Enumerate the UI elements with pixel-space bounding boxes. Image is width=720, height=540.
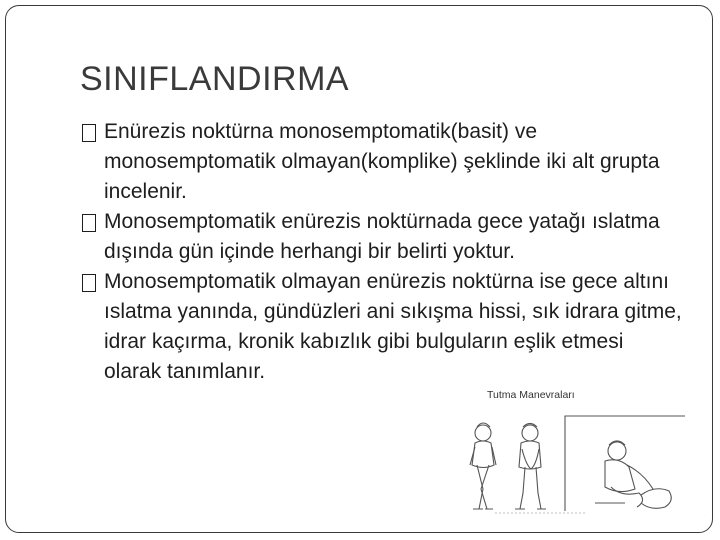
child-figure-3-icon [565,416,685,511]
child-figure-2-icon [515,424,546,510]
holding-maneuvers-figure [455,385,700,515]
bullet-item [82,267,682,387]
bullet-item [82,207,682,267]
figure-caption: Tutma Manevraları [487,389,575,401]
bullet-text: Monosemptomatik enürezis noktürnada gece yatağı ıslatma dışında gün içinde herhangi bir belirti yoktur. [104,210,660,263]
bullet-box-icon [82,124,96,142]
bullet-box-icon [82,274,96,292]
child-holding-maneuvers-illustration-icon [455,403,700,515]
bullet-box-icon [82,214,96,232]
bullet-list [82,117,682,387]
bullet-item [82,117,682,207]
bullet-text: Monosemptomatik olmayan enürezis noktürna ise gece altını ıslatma yanında, gündüzleri ani sıkışma hissi, sık idrara gitme, idrar kaçırma, kronik kabızlık gibi bulguların eşlik etmesi olarak tanımlanır. [104,270,682,383]
bullet-text: Enürezis noktürna monosemptomatik(basit) ve monosemptomatik olmayan(komplike) şeklinde iki alt grupta incelenir. [104,120,660,203]
slide-title: SINIFLANDIRMA [80,60,350,98]
child-figure-1-icon [470,423,496,509]
